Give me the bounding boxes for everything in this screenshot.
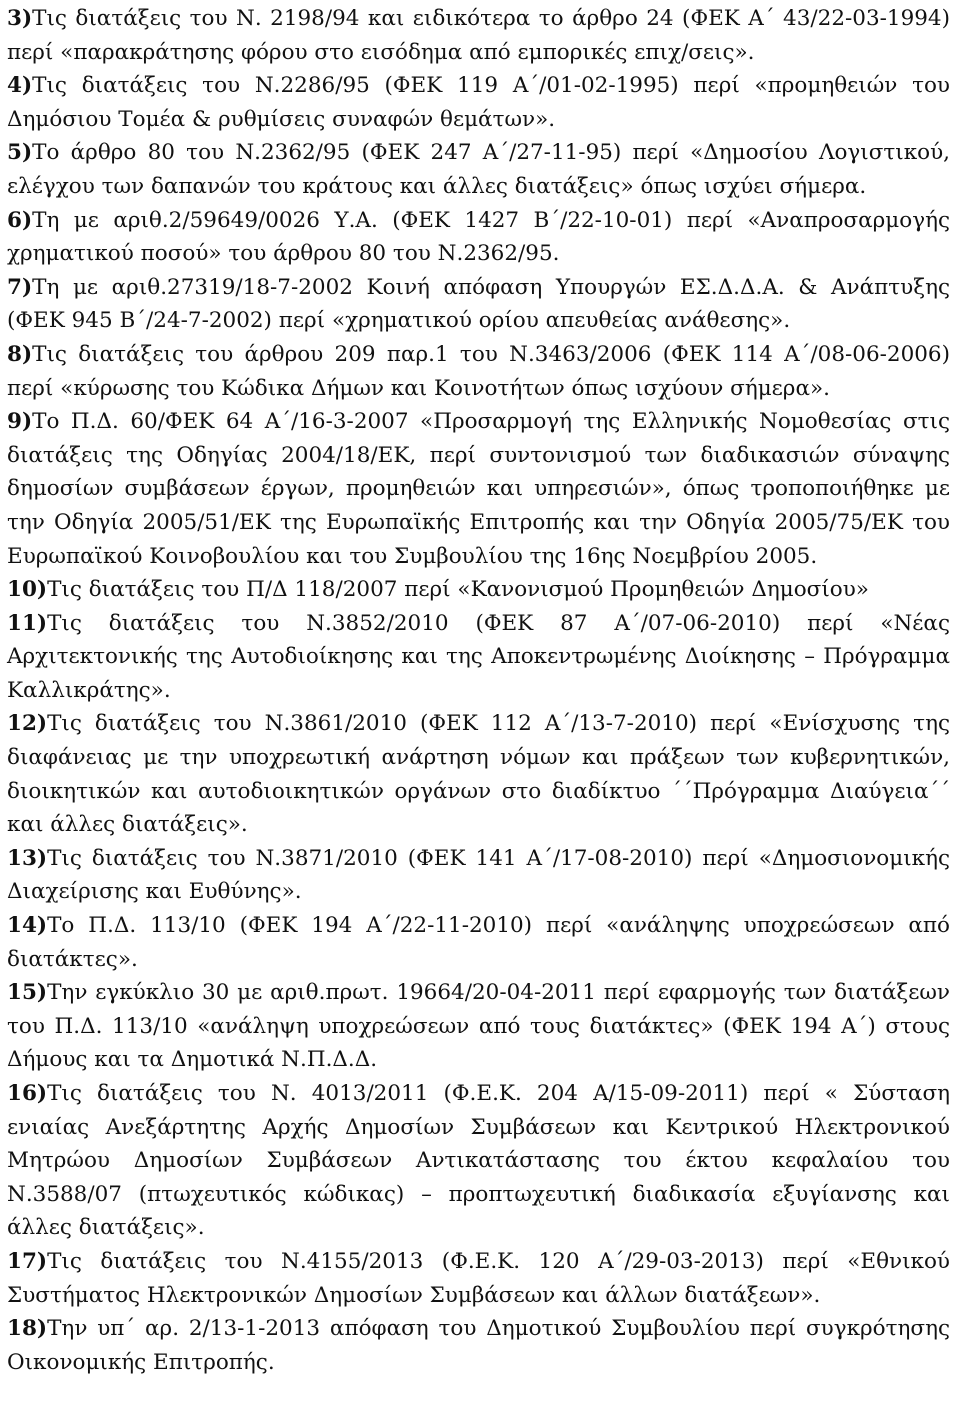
item-number: 9) — [7, 409, 33, 435]
item-number: 5) — [7, 140, 33, 166]
list-item-13 — [7, 842, 950, 909]
item-number: 12) — [7, 711, 48, 737]
list-item-16 — [7, 1077, 950, 1245]
item-number: 17) — [7, 1248, 48, 1274]
list-item-11 — [7, 607, 950, 708]
list-item-3 — [7, 2, 950, 69]
item-number: 18) — [7, 1316, 48, 1342]
item-text: Τη με αριθ.2/59649/0026 Υ.Α. (ΦΕΚ 1427 Β΄/22-10-01) περί «Αναπροσαρμογής χρηματικού ποσού» του άρθρου 80 του Ν.2362/95. — [7, 207, 950, 267]
item-number: 3) — [7, 6, 33, 31]
list-item-17 — [7, 1245, 950, 1312]
item-text: Τις διατάξεις του άρθρου 209 παρ.1 του Ν.3463/2006 (ΦΕΚ 114 Α΄/08-06-2006) περί «κύρωσης του Κώδικα Δήμων και Κοινοτήτων όπως ισχύουν σήμερα». — [7, 341, 950, 401]
list-item-5 — [7, 136, 950, 203]
item-text: Το άρθρο 80 του Ν.2362/95 (ΦΕΚ 247 Α΄/27-11-95) περί «Δημοσίου Λογιστικού, ελέγχου των δαπανών του κράτους και άλλες διατάξεις» όπως ισχύει σήμερα. — [7, 140, 950, 199]
item-text: Την υπ΄ αρ. 2/13-1-2013 απόφαση του Δημοτικού Συμβουλίου περί συγκρότησης Οικονομικής Επιτροπής. — [7, 1316, 950, 1375]
item-text: Την εγκύκλιο 30 με αριθ.πρωτ. 19664/20-04-2011 περί εφαρμογής των διατάξεων του Π.Δ. 113/10 «ανάληψη υποχρεώσεων από τους διατάκτες» (ΦΕΚ 194 Α΄) στους Δήμους και τα Δημοτικά Ν.Π.Δ.Δ. — [7, 980, 950, 1073]
list-item-18 — [7, 1312, 950, 1379]
item-text: Τις διατάξεις του Ν.3852/2010 (ΦΕΚ 87 Α΄/07-06-2010) περί «Νέας Αρχιτεκτονικής της Αυτοδιοίκησης και της Αποκεντρωμένης Διοίκησης – Πρόγραμμα Καλλικράτης». — [7, 610, 950, 703]
item-text: Τις διατάξεις του Ν.3861/2010 (ΦΕΚ 112 Α΄/13-7-2010) περί «Ενίσχυσης της διαφάνειας με την υποχρεωτική ανάρτηση νόμων και πράξεων των κυβερνητικών, διοικητικών και αυτοδιοικητικών οργάνων στο διαδίκτυο ΄΄Πρόγραμμα Διαύγεια΄΄ και άλλες διατάξεις». — [7, 711, 950, 838]
item-number: 8) — [7, 341, 33, 367]
item-number: 4) — [7, 73, 33, 99]
item-text: Το Π.Δ. 113/10 (ΦΕΚ 194 Α΄/22-11-2010) περί «ανάληψης υποχρεώσεων από διατάκτες». — [7, 913, 950, 972]
item-text: Τις διατάξεις του Ν. 2198/94 και ειδικότερα το άρθρο 24 (ΦΕΚ Α΄ 43/22-03-1994) περί «παρακράτησης φόρου στο εισόδημα από εμπορικές επιχ/σεις». — [7, 6, 950, 65]
item-number: 7) — [7, 274, 33, 300]
item-text: Το Π.Δ. 60/ΦΕΚ 64 Α΄/16-3-2007 «Προσαρμογή της Ελληνικής Νομοθεσίας στις διατάξεις της Οδηγίας 2004/18/ΕΚ, περί συντονισμού των διαδικασιών σύναψης δημοσίων συμβάσεων έργων, προμηθειών και υπηρεσιών», όπως τροποποιήθηκε με την Οδηγία 2005/51/ΕΚ της Ευρωπαϊκής Επιτροπής και την Οδηγία 2005/75/ΕΚ του Ευρωπαϊκού Κοινοβουλίου και του Συμβουλίου της 16ης Νοεμβρίου 2005. — [7, 409, 950, 569]
list-item-12 — [7, 707, 950, 841]
item-text: Τις διατάξεις του Ν. 4013/2011 (Φ.Ε.Κ. 204 Α/15-09-2011) περί « Σύσταση ενιαίας Ανεξάρτητης Αρχής Δημοσίων Συμβάσεων και Κεντρικού Ηλεκτρονικού Μητρώου Δημοσίων Συμβάσεων Αντικατάστασης του έκτου κεφαλαίου του Ν.3588/07 (πτωχευτικός κώδικας) – προπτωχευτική διαδικασία εξυγίανσης και άλλες διατάξεις». — [7, 1081, 950, 1241]
item-number: 11) — [7, 610, 48, 636]
item-number: 14) — [7, 913, 48, 939]
list-item-4 — [7, 69, 950, 136]
item-number: 13) — [7, 845, 48, 871]
item-number: 10) — [7, 577, 48, 603]
list-item-10 — [7, 573, 950, 607]
item-number: 6) — [7, 207, 33, 233]
item-text: Τη με αριθ.27319/18-7-2002 Κοινή απόφαση Υπουργών ΕΣ.Δ.Δ.Α. & Ανάπτυξης (ΦΕΚ 945 Β΄/24-7-2002) περί «χρηματικού ορίου απευθείας ανάθεσης». — [7, 274, 950, 334]
item-number: 15) — [7, 980, 48, 1006]
item-number: 16) — [7, 1081, 48, 1106]
list-item-14 — [7, 909, 950, 976]
item-text: Τις διατάξεις του Ν.2286/95 (ΦΕΚ 119 Α΄/01-02-1995) περί «προμηθειών του Δημόσιου Τομέα & ρυθμίσεις συναφών θεμάτων». — [7, 73, 950, 132]
list-item-8 — [7, 338, 950, 405]
list-item-15 — [7, 976, 950, 1077]
list-item-6 — [7, 204, 950, 271]
list-item-7 — [7, 271, 950, 338]
item-text: Τις διατάξεις του Ν.4155/2013 (Φ.Ε.Κ. 120 Α΄/29-03-2013) περί «Εθνικού Συστήματος Ηλεκτρονικών Δημοσίων Συμβάσεων και άλλων διατάξεων». — [7, 1248, 950, 1308]
item-text: Τις διατάξεις του Ν.3871/2010 (ΦΕΚ 141 Α΄/17-08-2010) περί «Δημοσιονομικής Διαχείρισης και Ευθύνης». — [7, 845, 950, 905]
list-item-9 — [7, 405, 950, 573]
item-text: Τις διατάξεις του Π/Δ 118/2007 περί «Κανονισμού Προμηθειών Δημοσίου» — [47, 577, 869, 603]
